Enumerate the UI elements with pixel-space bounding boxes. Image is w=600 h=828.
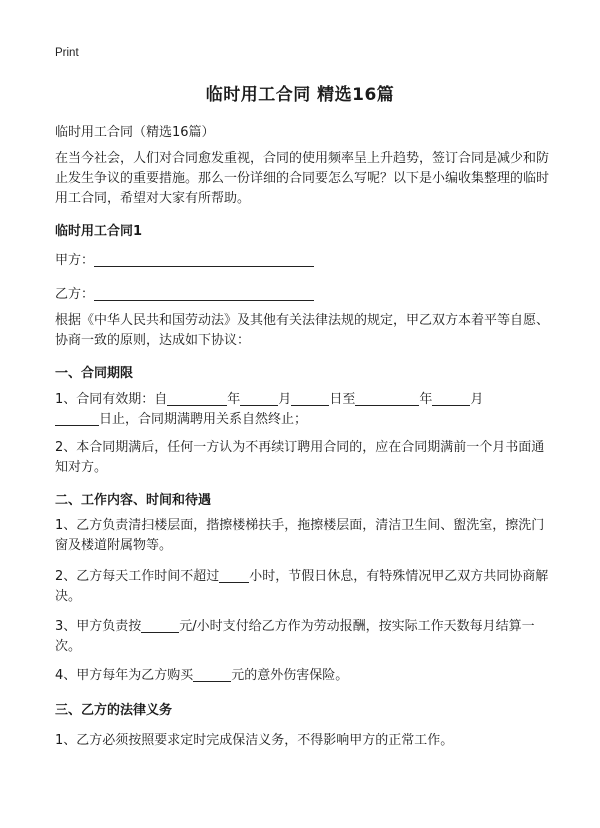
blank-field	[141, 618, 179, 633]
clause-2-3: 3、甲方负责按 元/小时支付给乙方作为劳动报酬，按实际工作天数每月结算一次。	[55, 619, 535, 654]
blank-field	[167, 391, 227, 406]
clause-3-1: 1、乙方必须按照要求定时完成保洁义务，不得影响甲方的正常工作。	[55, 733, 454, 748]
clause-2-4: 4、甲方每年为乙方购买 元的意外伤害保险。	[55, 668, 349, 683]
contract-heading: 临时用工合同1	[55, 224, 143, 239]
clause-1-1: 1、合同有效期：自 年 月 日至 年 月 日止，合同期满聘用关系自然终止；	[55, 392, 484, 427]
clause-2-1: 1、乙方负责清扫楼层面，揩擦楼梯扶手，拖擦楼层面，清洁卫生间、盥洗室，擦洗门窗及楼道附属物等。	[55, 518, 545, 553]
print-link[interactable]: Print	[55, 47, 79, 59]
blank-field	[355, 391, 419, 406]
blank-field	[193, 667, 231, 682]
section-1-heading: 一、合同期限	[55, 366, 134, 381]
document-subtitle: 临时用工合同（精选16篇）	[55, 125, 215, 140]
party-b-label: 乙方：	[55, 287, 95, 302]
party-b-line	[55, 283, 555, 302]
blank-field	[55, 411, 99, 426]
blank-field	[240, 391, 278, 406]
blank-field	[219, 568, 249, 583]
clause-2-2: 2、乙方每天工作时间不超过 小时，节假日休息，有特殊情况甲乙双方共同协商解决。	[55, 569, 549, 604]
party-a-label: 甲方：	[55, 253, 95, 268]
clause-1-2: 2、本合同期满后，任何一方认为不再续订聘用合同的，应在合同期满前一个月书面通知对方。	[55, 440, 545, 475]
section-2-heading: 二、工作内容、时间和待遇	[55, 493, 212, 508]
blank-field	[291, 391, 329, 406]
party-a-line	[55, 249, 555, 268]
intro-paragraph: 在当今社会，人们对合同愈发重视，合同的使用频率呈上升趋势，签订合同是减少和防止发生争议的重要措施。那么一份详细的合同要怎么写呢？以下是小编收集整理的临时用工合同，希望对大家有所帮助。	[55, 151, 550, 206]
party-a-blank	[94, 252, 314, 267]
page-title: 临时用工合同 精选16篇	[205, 85, 395, 105]
party-b-blank	[94, 286, 314, 301]
section-3-heading: 三、乙方的法律义务	[55, 703, 173, 718]
blank-field	[432, 391, 470, 406]
preamble-paragraph: 根据《中华人民共和国劳动法》及其他有关法律法规的规定，甲乙双方本着平等自愿、协商一致的原则，达成如下协议：	[55, 313, 550, 348]
